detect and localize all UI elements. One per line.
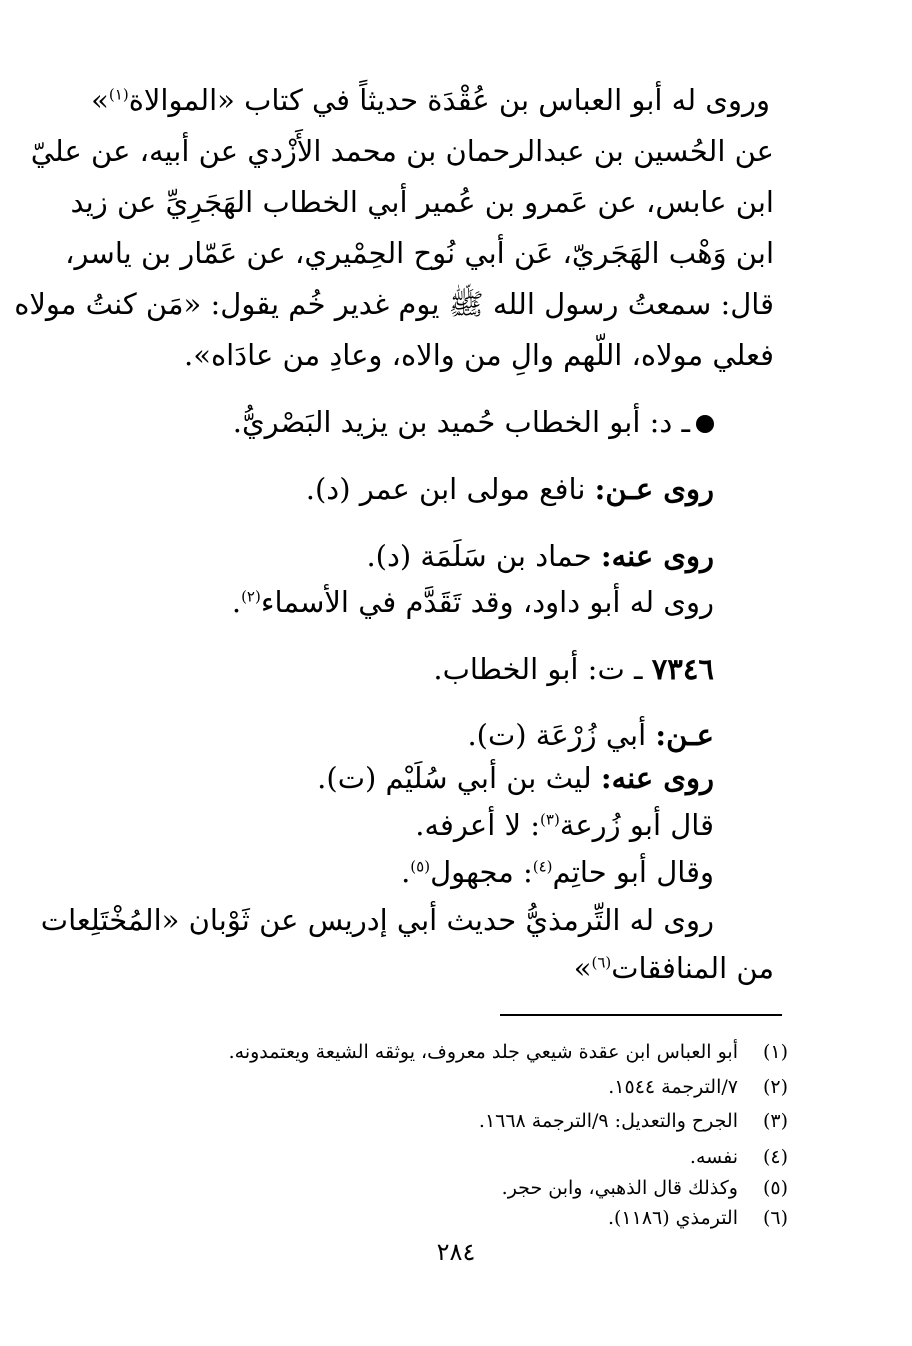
text-line: عن الحُسين بن عبدالرحمان بن محمد الأَزْدي عن أبيه، عن عليّ <box>30 134 774 168</box>
entry-line: روى عنه: حماد بن سَلَمَة (د). <box>366 539 714 573</box>
text-line: من المنافقات$^{(٦)}$» <box>573 951 774 985</box>
entry-line: روى له أبو داود، وقد تَقَدَّم في الأسماء$^{(٢)}$. <box>231 585 714 619</box>
text-line: ابن عابس، عن عَمرو بن عُمير أبي الخطاب الهَجَرِيِّ عن زيد <box>70 185 774 219</box>
footnote-ref: (٤) <box>532 857 553 876</box>
entry-heading: ٧٣٤٦ ـ ت: أبو الخطاب. <box>433 652 714 686</box>
bullet-icon <box>696 415 714 433</box>
entry-line: عـن: أبي زُرْعَة (ت). <box>467 718 714 752</box>
entry-line: روى عنه: ليث بن أبي سُلَيْم (ت). <box>317 761 714 795</box>
text-line: فعلي مولاه، اللّهم والِ من والاه، وعادِ من عادَاه». <box>184 338 774 372</box>
footnote: (٣)الجرح والتعديل: ٩/الترجمة ١٦٦٨. <box>478 1110 788 1132</box>
page-number: ٢٨٤ <box>436 1238 476 1266</box>
text-line: روى له التِّرمذيُّ حديث أبي إدريس عن ثَوْبان «المُخْتَلِعات <box>40 903 714 937</box>
footnote-ref: (٥) <box>410 857 431 876</box>
entry-heading: ـ د: أبو الخطاب حُميد بن يزيد البَصْريُّ. <box>233 402 714 442</box>
footnote: (٦)الترمذي (١١٨٦). <box>607 1207 788 1229</box>
entry-line: روى عـن: نافع مولى ابن عمر (د). <box>305 472 714 506</box>
footnote-ref: (٦) <box>591 953 612 972</box>
entry-line: قال أبو زُرعة$^{(٣)}$: لا أعرفه. <box>415 808 714 842</box>
footnote-separator <box>500 1014 782 1016</box>
text-line: ابن وَهْب الهَجَريّ، عَن أبي نُوح الحِمْيري، عن عَمّار بن ياسر، <box>65 236 774 270</box>
entry-line: وقال أبو حاتِم$^{(٤)}$: مجهول$^{(٥)}$. <box>401 855 714 889</box>
footnote: (١)أبو العباس ابن عقدة شيعي جلد معروف، يوثقه الشيعة ويعتمدونه. <box>228 1041 788 1063</box>
footnote: (٥)وكذلك قال الذهبي، وابن حجر. <box>501 1177 788 1199</box>
text-line: وروى له أبو العباس بن عُقْدَة حديثاً في كتاب «الموالاة$^{(١)}$» <box>91 83 770 117</box>
text-line: قال: سمعتُ رسول الله ﷺ يوم غدير خُم يقول: «مَن كنتُ مولاه <box>14 287 774 321</box>
footnote-ref: (٢) <box>241 587 261 606</box>
footnote-ref: (١) <box>108 85 129 104</box>
footnote: (٤)نفسه. <box>689 1146 788 1168</box>
footnote-ref: (٣) <box>540 810 560 829</box>
footnote: (٢)٧/الترجمة ١٥٤٤. <box>608 1076 788 1098</box>
